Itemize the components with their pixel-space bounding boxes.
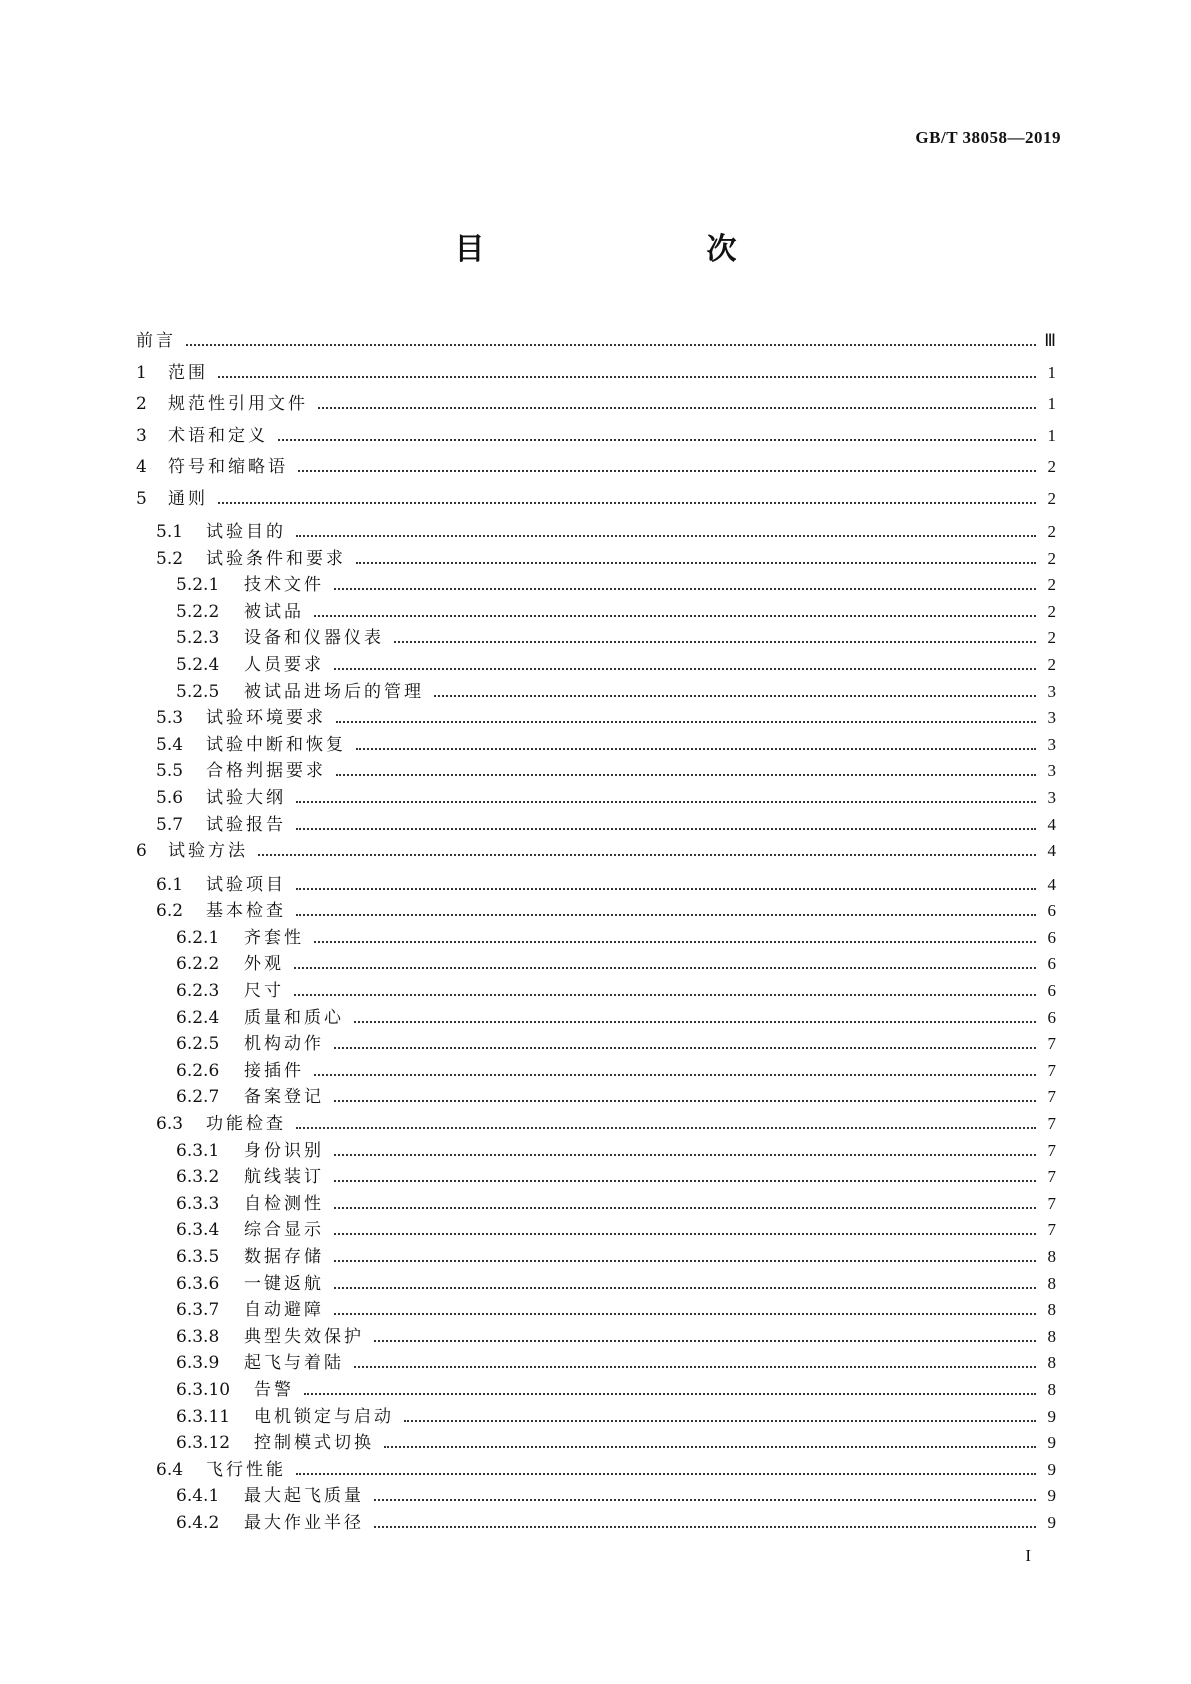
toc-entry-number: 2	[136, 394, 147, 414]
toc-entry-title: 接插件	[244, 1060, 304, 1081]
toc-entry-title: 自检测性	[244, 1193, 324, 1214]
toc-entry-number: 5.2	[156, 548, 184, 569]
page-number: I	[1025, 1546, 1031, 1565]
dot-leader	[278, 439, 1036, 441]
dot-leader	[336, 774, 1036, 776]
toc-entry-title: 备案登记	[244, 1087, 324, 1108]
toc-entry-title: 前言	[136, 331, 176, 351]
toc-entry-page: 8	[1047, 1273, 1056, 1293]
dot-leader	[334, 1313, 1036, 1315]
toc-entry-page: 8	[1047, 1326, 1056, 1346]
toc-entry-page: 2	[1047, 654, 1056, 674]
dot-leader	[334, 1047, 1036, 1049]
toc-entry-title: 航线装订	[244, 1167, 324, 1188]
toc-entry-title: 设备和仪器仪表	[244, 628, 384, 649]
toc-entry-page: 3	[1047, 708, 1056, 728]
toc-entry-page: 7	[1047, 1167, 1056, 1187]
dot-leader	[404, 1420, 1036, 1422]
toc-entry[interactable]	[136, 1348, 1056, 1375]
toc-entry-title: 术语和定义	[168, 425, 268, 446]
toc-entry-page: 7	[1047, 1034, 1056, 1054]
toc-entry-number: 5.2.2	[176, 601, 220, 622]
toc-entry-page: 9	[1047, 1512, 1056, 1532]
toc-entry-page: 8	[1047, 1300, 1056, 1320]
toc-entry-page: 2	[1047, 601, 1056, 621]
toc-entry-title: 最大起飞质量	[244, 1486, 364, 1507]
toc-entry[interactable]	[136, 703, 1056, 730]
dot-leader	[314, 1074, 1036, 1076]
toc-entry-page: 8	[1047, 1379, 1056, 1399]
toc-entry[interactable]	[136, 1269, 1056, 1296]
toc-entry-title: 齐套性	[244, 927, 304, 948]
dot-leader	[356, 562, 1036, 564]
toc-entry-number: 6.4.1	[176, 1486, 220, 1507]
toc-entry-number: 5.2.5	[176, 681, 220, 702]
dot-leader	[394, 641, 1036, 643]
dot-leader	[186, 344, 1036, 346]
toc-entry[interactable]	[136, 1215, 1056, 1242]
dot-leader	[356, 748, 1036, 750]
dot-leader	[294, 967, 1036, 969]
toc-entry-page: 2	[1047, 522, 1056, 541]
toc-entry[interactable]	[136, 677, 1056, 704]
toc-entry-page: 4	[1047, 814, 1056, 834]
toc-entry-title: 电机锁定与启动	[254, 1406, 394, 1427]
dot-leader	[296, 1473, 1036, 1475]
toc-entry-page: Ⅲ	[1044, 331, 1056, 350]
toc-entry-number: 6.2.3	[176, 981, 220, 1001]
toc-entry-title: 飞行性能	[206, 1459, 286, 1480]
dot-leader	[334, 1287, 1036, 1289]
dot-leader	[434, 695, 1036, 697]
toc-entry[interactable]	[136, 870, 1056, 897]
dot-leader	[218, 502, 1036, 504]
toc-entry-number: 6.2.7	[176, 1087, 220, 1108]
dot-leader	[354, 1366, 1036, 1368]
toc-entry-title: 身份识别	[244, 1140, 324, 1161]
toc-entry-title: 合格判据要求	[206, 761, 326, 782]
toc-entry[interactable]	[136, 1508, 1056, 1535]
toc-entry-title: 最大作业半径	[244, 1512, 364, 1533]
toc-entry[interactable]	[136, 836, 1056, 868]
toc-entry[interactable]	[136, 517, 1056, 544]
toc-entry[interactable]	[136, 756, 1056, 783]
toc-entry[interactable]	[136, 389, 1056, 421]
toc-entry-title: 试验环境要求	[206, 708, 326, 729]
toc-entry-page: 3	[1047, 761, 1056, 781]
toc-entry-title: 被试品	[244, 601, 304, 622]
toc-entry-number: 6.2.1	[176, 927, 220, 948]
toc-entry-title: 试验方法	[168, 841, 248, 862]
toc-entry-page: 4	[1047, 874, 1056, 894]
toc-entry[interactable]	[136, 923, 1056, 950]
toc-entry[interactable]	[136, 1481, 1056, 1508]
toc-entry-title: 一键返航	[244, 1273, 324, 1294]
toc-entry-page: 1	[1047, 394, 1056, 413]
toc-entry-title: 试验中断和恢复	[206, 734, 346, 755]
toc-entry-number: 5.3	[156, 708, 184, 729]
toc-entry-number: 6.3.2	[176, 1167, 220, 1188]
toc-entry[interactable]	[136, 1455, 1056, 1482]
toc-entry-title: 被试品进场后的管理	[244, 681, 424, 702]
toc-entry-title: 机构动作	[244, 1034, 324, 1055]
toc-entry-title: 试验条件和要求	[206, 548, 346, 569]
dot-leader	[296, 828, 1036, 830]
dot-leader	[294, 994, 1036, 996]
toc-entry[interactable]	[136, 421, 1056, 453]
dot-leader	[334, 1100, 1036, 1102]
toc-entry-page: 2	[1047, 457, 1056, 476]
toc-entry[interactable]	[136, 544, 1056, 571]
toc-entry[interactable]	[136, 1056, 1056, 1083]
toc-entry-page: 7	[1047, 1113, 1056, 1133]
toc-entry-title: 符号和缩略语	[168, 457, 288, 477]
dot-leader	[354, 1021, 1036, 1023]
toc-entry-title: 控制模式切换	[254, 1433, 374, 1454]
toc-entry[interactable]	[136, 949, 1056, 976]
toc-entry-title: 外观	[244, 954, 284, 975]
dot-leader	[334, 1154, 1036, 1156]
toc-entry-number: 6.3.3	[176, 1193, 220, 1214]
dot-leader	[334, 1233, 1036, 1235]
toc-entry-page: 6	[1047, 954, 1056, 974]
toc-entry-title: 告警	[254, 1379, 294, 1400]
toc-entry-number: 6.2.6	[176, 1060, 220, 1081]
toc-entry-number: 6.3.12	[176, 1433, 231, 1454]
toc-entry-number: 6.1	[156, 874, 184, 895]
toc-entry-number: 5.1	[156, 522, 184, 542]
toc-entry-page: 8	[1047, 1353, 1056, 1373]
dot-leader	[314, 615, 1036, 617]
toc-entry-page: 6	[1047, 1007, 1056, 1027]
toc-entry-page: 2	[1047, 575, 1056, 595]
toc-entry-page: 6	[1047, 981, 1056, 1000]
toc-entry-title: 质量和质心	[244, 1007, 344, 1028]
dot-leader	[384, 1446, 1036, 1448]
toc-entry-title: 试验目的	[206, 522, 286, 542]
toc-entry-page: 9	[1047, 1433, 1056, 1453]
toc-entry-page: 3	[1047, 787, 1056, 807]
toc-entry-number: 6.3.7	[176, 1300, 220, 1321]
dot-leader	[314, 941, 1036, 943]
toc-entry[interactable]	[136, 1242, 1056, 1269]
toc-entry-number: 5.6	[156, 787, 184, 808]
toc-entry-page: 9	[1047, 1459, 1056, 1479]
dot-leader	[296, 888, 1036, 890]
table-of-contents	[136, 326, 1056, 1534]
toc-entry-title: 试验大纲	[206, 787, 286, 808]
dot-leader	[218, 376, 1036, 378]
toc-entry[interactable]	[136, 896, 1056, 923]
toc-entry-page: 6	[1047, 901, 1056, 921]
dot-leader	[296, 801, 1036, 803]
toc-entry[interactable]	[136, 623, 1056, 650]
toc-entry[interactable]	[136, 484, 1056, 516]
toc-entry-number: 3	[136, 425, 147, 446]
toc-entry[interactable]	[136, 1402, 1056, 1429]
dot-leader	[334, 1260, 1036, 1262]
dot-leader	[334, 668, 1036, 670]
toc-entry[interactable]	[136, 1136, 1056, 1163]
toc-entry[interactable]	[136, 452, 1056, 484]
toc-entry[interactable]	[136, 1162, 1056, 1189]
dot-leader	[318, 407, 1036, 409]
dot-leader	[334, 1180, 1036, 1182]
toc-entry-page: 3	[1047, 681, 1056, 701]
toc-entry-page: 1	[1047, 425, 1056, 445]
toc-entry-page: 1	[1047, 362, 1056, 382]
dot-leader	[304, 1393, 1036, 1395]
toc-entry[interactable]	[136, 1295, 1056, 1322]
toc-entry-title: 试验项目	[206, 874, 286, 895]
toc-entry[interactable]	[136, 810, 1056, 837]
toc-entry-number: 5.4	[156, 734, 184, 755]
toc-entry-title: 试验报告	[206, 814, 286, 835]
toc-entry-number: 5	[136, 488, 147, 509]
toc-entry-title: 基本检查	[206, 901, 286, 922]
toc-entry[interactable]	[136, 326, 1056, 358]
toc-entry-page: 7	[1047, 1060, 1056, 1080]
toc-entry-title: 典型失效保护	[244, 1326, 364, 1347]
toc-entry-page: 9	[1047, 1486, 1056, 1506]
dot-leader	[298, 470, 1036, 472]
toc-entry-number: 6.2.2	[176, 954, 220, 975]
toc-entry-title: 功能检查	[206, 1113, 286, 1134]
dot-leader	[336, 721, 1036, 723]
toc-entry-page: 7	[1047, 1140, 1056, 1160]
toc-entry-page: 7	[1047, 1220, 1056, 1240]
toc-entry-number: 5.5	[156, 761, 184, 782]
toc-entry[interactable]	[136, 1428, 1056, 1455]
toc-entry[interactable]	[136, 1082, 1056, 1109]
toc-entry-number: 6.4.2	[176, 1512, 220, 1533]
toc-entry-number: 5.2.3	[176, 628, 220, 649]
toc-entry-number: 6.3.1	[176, 1140, 220, 1161]
dot-leader	[374, 1499, 1036, 1501]
toc-entry[interactable]	[136, 1109, 1056, 1136]
dot-leader	[374, 1340, 1036, 1342]
toc-entry-number: 6.2.5	[176, 1034, 220, 1055]
dot-leader	[374, 1526, 1036, 1528]
toc-entry[interactable]	[136, 783, 1056, 810]
toc-entry-number: 6	[136, 841, 147, 862]
dot-leader	[296, 914, 1036, 916]
toc-entry[interactable]	[136, 358, 1056, 390]
toc-entry[interactable]	[136, 1375, 1056, 1402]
toc-title: 目 次	[454, 232, 791, 267]
toc-entry-number: 6.3.10	[176, 1379, 231, 1400]
toc-entry-number: 6.2	[156, 901, 184, 922]
toc-entry-page: 2	[1047, 548, 1056, 568]
toc-entry-number: 5.7	[156, 814, 184, 835]
toc-entry-number: 6.3.11	[176, 1406, 231, 1427]
toc-entry-page: 2	[1047, 488, 1056, 508]
toc-entry[interactable]	[136, 650, 1056, 677]
toc-entry-page: 2	[1047, 628, 1056, 648]
toc-entry-title: 综合显示	[244, 1220, 324, 1241]
toc-entry-title: 起飞与着陆	[244, 1353, 344, 1374]
toc-entry[interactable]	[136, 1029, 1056, 1056]
toc-entry-page: 3	[1047, 734, 1056, 754]
toc-entry-number: 6.3.4	[176, 1220, 220, 1241]
dot-leader	[258, 854, 1036, 856]
toc-entry-number: 6.3.9	[176, 1353, 220, 1374]
toc-entry-page: 7	[1047, 1087, 1056, 1107]
toc-entry-page: 8	[1047, 1246, 1056, 1266]
toc-entry-title: 技术文件	[244, 575, 324, 596]
toc-entry-number: 6.3.8	[176, 1326, 220, 1347]
standard-code: GB/T 38058—2019	[915, 128, 1061, 147]
toc-entry-number: 6.4	[156, 1459, 184, 1480]
toc-entry[interactable]	[136, 570, 1056, 597]
toc-entry-number: 6.2.4	[176, 1007, 220, 1028]
dot-leader	[296, 535, 1036, 537]
toc-entry[interactable]	[136, 976, 1056, 1003]
toc-entry[interactable]	[136, 1189, 1056, 1216]
toc-entry-title: 人员要求	[244, 654, 324, 675]
toc-entry-title: 规范性引用文件	[168, 394, 308, 414]
toc-entry-page: 9	[1047, 1406, 1056, 1426]
toc-entry-number: 1	[136, 362, 147, 383]
toc-entry-page: 7	[1047, 1193, 1056, 1213]
toc-entry-page: 6	[1047, 927, 1056, 947]
toc-entry-title: 通则	[168, 488, 208, 509]
dot-leader	[296, 1127, 1036, 1129]
toc-entry-number: 4	[136, 457, 147, 477]
toc-entry-number: 6.3.6	[176, 1273, 220, 1294]
toc-entry-number: 5.2.4	[176, 654, 220, 675]
dot-leader	[334, 588, 1036, 590]
toc-entry[interactable]	[136, 597, 1056, 624]
toc-entry-title: 范围	[168, 362, 208, 383]
toc-entry-number: 5.2.1	[176, 575, 220, 596]
toc-entry-page: 4	[1047, 841, 1056, 861]
toc-entry-number: 6.3.5	[176, 1246, 220, 1267]
toc-entry[interactable]	[136, 730, 1056, 757]
toc-entry-title: 自动避障	[244, 1300, 324, 1321]
toc-entry[interactable]	[136, 1003, 1056, 1030]
toc-entry-number: 6.3	[156, 1113, 184, 1134]
toc-entry-title: 数据存储	[244, 1246, 324, 1267]
toc-entry-title: 尺寸	[244, 981, 284, 1001]
toc-entry[interactable]	[136, 1322, 1056, 1349]
dot-leader	[334, 1207, 1036, 1209]
